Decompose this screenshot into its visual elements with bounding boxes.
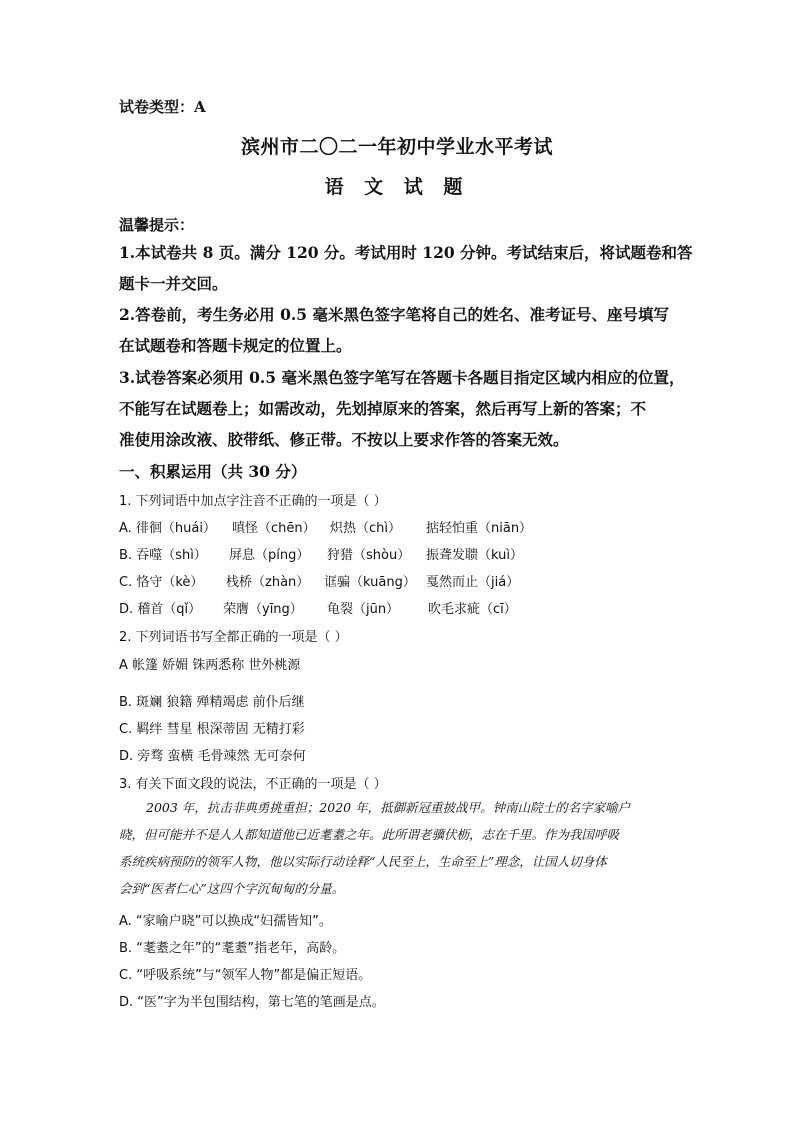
tip-line: 题卡一并交回。 <box>119 274 228 293</box>
q3-option-d: D. “医”字为半包围结构，第七笔的笔画是点。 <box>119 995 385 1010</box>
q2-option-a: A 帐篷 娇媚 铢两悉称 世外桃源 <box>119 658 301 673</box>
q1-option-b-word1: B. 吞噬（shì） <box>119 548 207 563</box>
q1-option-c-word3: 诓骗（kuāng） <box>324 575 416 590</box>
exam-title: 滨州市二〇二一年初中学业水平考试 <box>240 136 553 158</box>
passage-line: 系统疾病预防的领军人物，他以实际行动诠释“人民至上，生命至上”理念，让国人切身体 <box>119 854 607 869</box>
q3-passage <box>119 795 679 905</box>
q1-option-c-word4: 戛然而止（jiá） <box>426 575 520 590</box>
q2-option-c: C. 羁绊 彗星 根深蒂固 无精打彩 <box>119 722 305 737</box>
question-1-stem: 1. 下列词语中加点字注音不正确的一项是（ ） <box>119 494 387 509</box>
tips-heading: 温馨提示： <box>119 216 195 234</box>
q1-option-a-word2: 嗔怪（chēn） <box>232 521 316 536</box>
q1-option-a-word4: 掂轻怕重（niān） <box>426 521 533 536</box>
tip-line: 2.答卷前，考生务必用 0.5 毫米黑色签字笔将自己的姓名、准考证号、座号填写 <box>119 305 669 324</box>
passage-line: 晓，但可能并不是人人都知道他已近耄耋之年。此所谓老骥伏枥，志在千里。作为我国呼吸 <box>119 827 620 842</box>
q3-option-a: A. “家喻户晓”可以换成“妇孺皆知”。 <box>119 914 332 929</box>
q2-option-d: D. 旁骛 蛮横 毛骨竦然 无可奈何 <box>119 749 306 764</box>
q1-option-d-word1: D. 稽首（qǐ） <box>119 602 202 617</box>
paper-type-label: 试卷类型：A <box>119 98 206 116</box>
exam-subject-title: 语 文 试 题 <box>324 176 470 198</box>
tip-line: 1.本试卷共 8 页。满分 120 分。考试用时 120 分钟。考试结束后，将试题卷和答 <box>119 243 693 262</box>
q2-option-b: B. 斑斓 狼籍 殚精竭虑 前仆后继 <box>119 695 305 710</box>
q1-option-d-word3: 龟裂（jūn） <box>327 602 400 617</box>
passage-line: 2003 年，抗击非典勇挑重担；2020 年，抵御新冠重披战甲。钟南山院士的名字家喻户 <box>146 800 631 815</box>
passage-line: 会到“医者仁心”这四个字沉甸甸的分量。 <box>119 881 345 896</box>
q1-option-b-word4: 振聋发聩（kuì） <box>426 548 523 563</box>
tip-line: 不能写在试题卷上；如需改动，先划掉原来的答案，然后再写上新的答案；不 <box>119 399 647 418</box>
tip-line: 在试题卷和答题卡规定的位置上。 <box>119 336 352 355</box>
q1-option-c-word1: C. 恪守（kè） <box>119 575 204 590</box>
question-3-stem: 3. 有关下面文段的说法，不正确的一项是（ ） <box>119 777 387 792</box>
q1-option-c-word2: 栈桥（zhàn） <box>226 575 310 590</box>
q1-option-b-word2: 屏息（píng） <box>229 548 310 563</box>
q3-option-c: C. “呼吸系统”与“领军人物”都是偏正短语。 <box>119 968 372 983</box>
question-2-stem: 2. 下列词语书写全都正确的一项是（ ） <box>119 630 348 645</box>
q1-option-d-word4: 吹毛求疵（cī） <box>428 602 517 617</box>
q1-option-a-word3: 炽热（chì） <box>330 521 401 536</box>
section-heading: 一、积累运用（共 30 分） <box>119 462 307 481</box>
tip-line: 准使用涂改液、胶带纸、修正带。不按以上要求作答的答案无效。 <box>119 430 569 449</box>
q1-option-d-word2: 荣膺（yīng） <box>223 602 303 617</box>
q1-option-b-word3: 狩猎（shòu） <box>327 548 411 563</box>
q1-option-a-word1: A. 徘徊（huái） <box>119 521 216 536</box>
q3-option-b: B. “耄耋之年”的“耄耋”指老年，高龄。 <box>119 941 346 956</box>
tip-line: 3.试卷答案必须用 0.5 毫米黑色签字笔写在答题卡各题目指定区域内相应的位置， <box>119 368 685 387</box>
